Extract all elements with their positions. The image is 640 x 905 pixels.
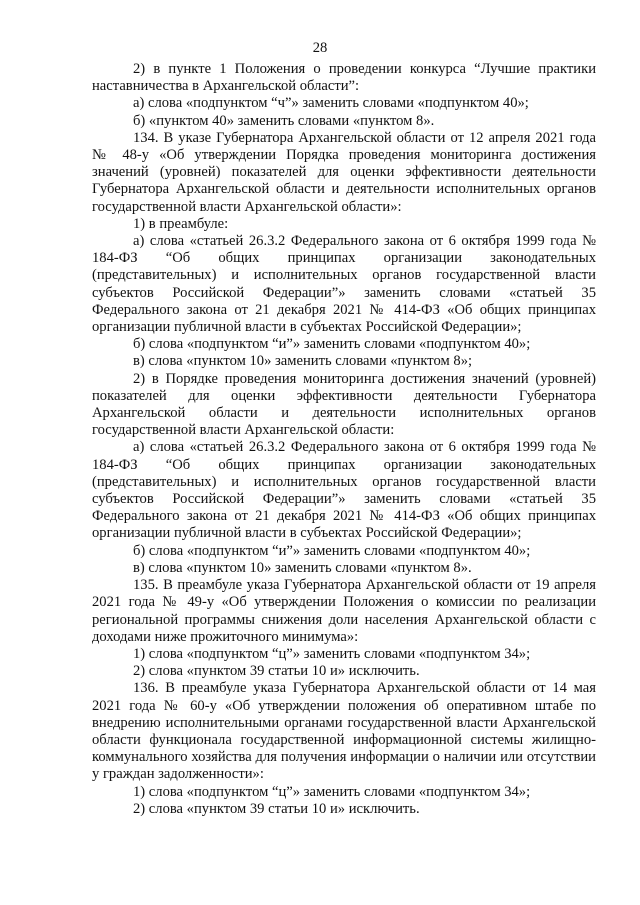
paragraph-subitem-v: в) слова «пунктом 10» заменить словами «пунктом 8»; [133, 353, 473, 370]
paragraph-item-2: 2) слова «пунктом 39 статьи 10 и» исключить. [133, 663, 420, 680]
paragraph-item-1: 1) слова «подпунктом “ц”» заменить словами «подпунктом 34»; [133, 783, 531, 800]
paragraph-item-2-procedure: 2) в Порядке проведения мониторинга достижения значений (уровней) показателей для оценки эффективности деятельности Губернатора Архангельской области и деятельности исполнительных органов государственной власти Архангельской области: [92, 370, 596, 439]
paragraph-item-2: 2) слова «пунктом 39 статьи 10 и» исключить. [133, 800, 420, 817]
paragraph-section-134: 134. В указе Губернатора Архангельской области от 12 апреля 2021 года № 48-у «Об утверждении Порядка проведения мониторинга достижения значений (уровней) показателей для оценки эффективности деятельности Губернатора Архангельской области и деятельности исполнительных органов государственной власти Архангельской области»: [92, 129, 596, 215]
paragraph-section-135: 135. В преамбуле указа Губернатора Архангельской области от 19 апреля 2021 года № 49-у «Об утверждении Положения о комиссии по реализации региональной программы снижения доли населения Архангельской области с доходами ниже прожиточного минимума»: [92, 577, 596, 645]
document-body [92, 61, 596, 818]
paragraph-item-2-heading: 2) в пункте 1 Положения о проведении конкурса “Лучшие практики наставничества в Архангельской области”: [92, 61, 596, 95]
paragraph-section-136: 136. В преамбуле указа Губернатора Архангельской области от 14 мая 2021 года № 60-у «Об утверждении положения об оперативном штабе по внедрению исполнительными органами государственной власти Архангельской области функционала государственной информационной системы жилищно-коммунального хозяйства для получения информации о наличии или отсутствии у граждан задолженности»: [92, 680, 596, 783]
paragraph-subitem-b: б) «пунктом 40» заменить словами «пунктом 8». [133, 112, 435, 129]
paragraph-item-1: 1) слова «подпунктом “ц”» заменить словами «подпунктом 34»; [133, 645, 531, 662]
paragraph-subitem-a: а) слова «подпунктом “ч”» заменить словами «подпунктом 40»; [133, 95, 529, 112]
paragraph-subitem-a: а) слова «статьей 26.3.2 Федерального закона от 6 октября 1999 года № 184-ФЗ “Об общих принципах организации законодательных (представительных) и исполнительных органов государственной власти субъектов Российской Федерации”» заменить словами «статьей 35 Федерального закона от 21 декабря 2021 № 414-ФЗ «Об общих принципах организации публичной власти в субъектах Российской Федерации»; [92, 439, 596, 542]
paragraph-subitem-b: б) слова «подпунктом “и”» заменить словами «подпунктом 40»; [133, 542, 531, 559]
paragraph-preamble-heading: 1) в преамбуле: [133, 215, 229, 232]
page-number: 28 [312, 40, 328, 56]
paragraph-subitem-b: б) слова «подпунктом “и”» заменить словами «подпунктом 40»; [133, 336, 531, 353]
paragraph-subitem-a: а) слова «статьей 26.3.2 Федерального закона от 6 октября 1999 года № 184-ФЗ “Об общих принципах организации законодательных (представительных) и исполнительных органов государственной власти субъектов Российской Федерации”» заменить словами «статьей 35 Федерального закона от 21 декабря 2021 № 414-ФЗ «Об общих принципах организации публичной власти в субъектах Российской Федерации»; [92, 233, 596, 336]
paragraph-subitem-v: в) слова «пунктом 10» заменить словами «пунктом 8». [133, 559, 472, 576]
